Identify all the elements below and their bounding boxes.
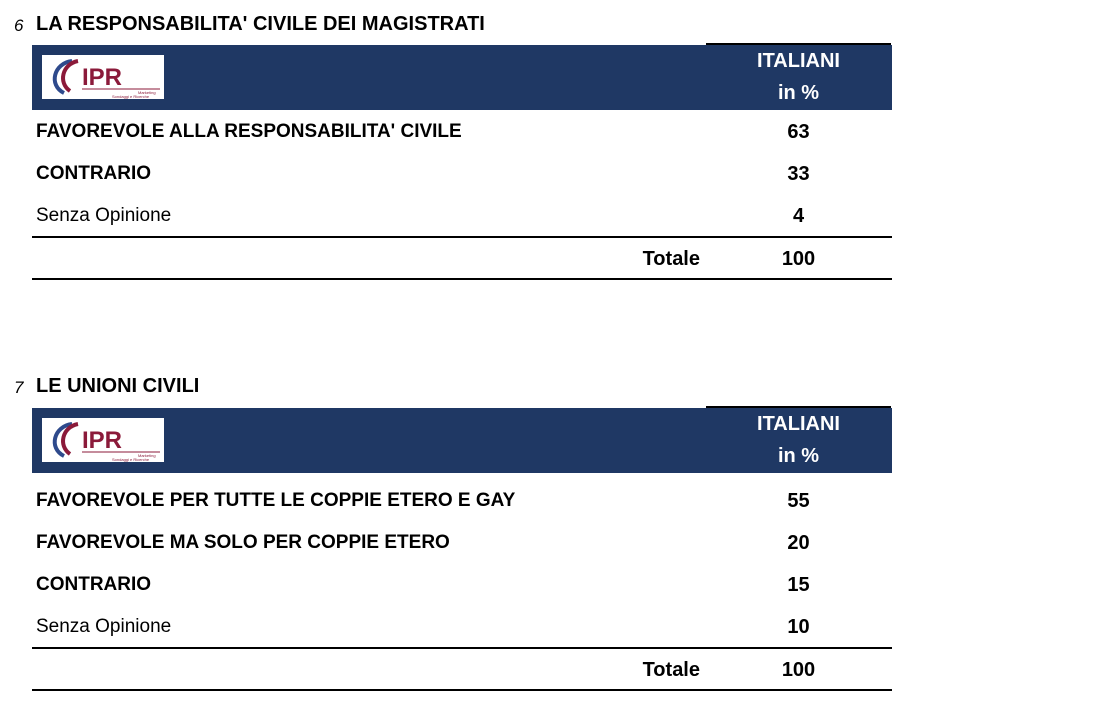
column-header-line2: in % [777,445,820,467]
row-label: FAVOREVOLE MA SOLO PER COPPIE ETERO [36,532,450,553]
total-value: 100 [781,659,816,681]
row-value: 4 [792,205,805,227]
question-title: LE UNIONI CIVILI [36,375,200,397]
total-value: 100 [781,248,816,270]
logo-tagline-2: Sondaggi e Ricerche [112,457,150,462]
column-header-line1: ITALIANI [757,413,840,435]
row-label: Senza Opinione [36,205,172,226]
ipr-logo [42,418,164,462]
row-label: FAVOREVOLE ALLA RESPONSABILITA' CIVILE [36,121,462,142]
column-header-line1: ITALIANI [757,50,840,72]
total-label: Totale [642,248,700,270]
column-header-italiani [706,45,891,110]
table-row [32,153,892,195]
table-row [32,480,892,522]
table-row [32,195,892,237]
logo-text: IPR [82,427,123,454]
total-bottom-rule [32,689,892,691]
row-value: 15 [787,574,810,596]
row-value: 63 [787,121,810,143]
column-header-italiani [706,408,891,473]
ipr-logo [42,55,164,99]
total-label: Totale [642,659,700,681]
row-value: 20 [787,532,810,554]
logo-tagline-2: Sondaggi e Ricerche [112,94,150,99]
row-value: 55 [787,490,810,512]
total-bottom-rule [32,278,892,280]
table-row [32,111,892,153]
question-number: 7 [14,378,24,397]
table-row [32,606,892,648]
table-row [32,522,892,564]
logo-text: IPR [82,64,123,91]
table-header [32,408,892,473]
logo-tagline-1: Marketing [138,453,156,458]
question-number: 6 [14,16,24,35]
table-header [32,45,892,110]
row-value: 33 [787,163,810,185]
question-title: LA RESPONSABILITA' CIVILE DEI MAGISTRATI [36,13,485,35]
logo-tagline-1: Marketing [138,90,156,95]
table-row [32,564,892,606]
row-value: 10 [787,616,810,638]
row-label: FAVOREVOLE PER TUTTE LE COPPIE ETERO E GAY [36,490,516,511]
column-header-line2: in % [777,82,820,104]
row-label: CONTRARIO [36,574,152,595]
row-label: CONTRARIO [36,163,152,184]
row-label: Senza Opinione [36,616,172,637]
